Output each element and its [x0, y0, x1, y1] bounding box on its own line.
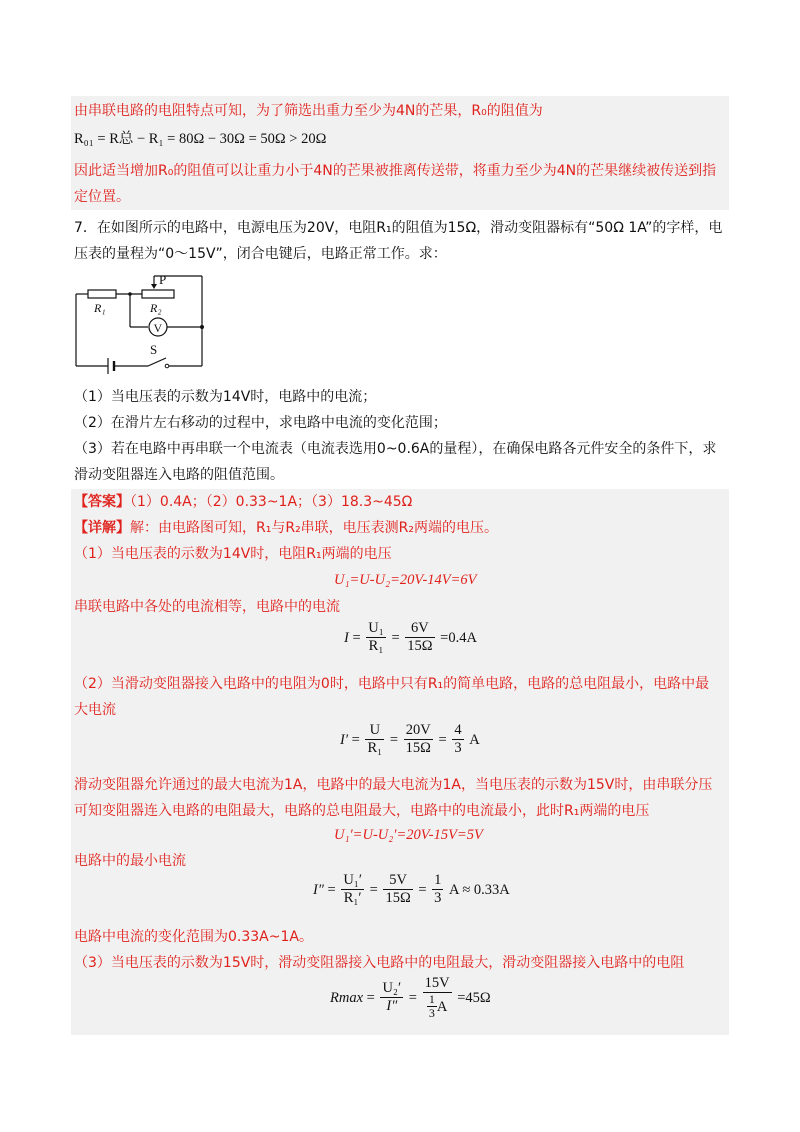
- eq5-result: A ≈ 0.33A: [449, 881, 510, 898]
- equation-min-current: I″ = $\frac{\text{U₁′}}{\text{R₁′}}$ = $\frac{5V}{15\Omega}$ = $\frac{1}{3}$ A ≈ 0.33A: [313, 872, 510, 906]
- eq3-lhs: I′: [340, 731, 349, 748]
- eq2-den: R₁: [368, 638, 384, 654]
- eq5-num2: 5V: [383, 872, 412, 890]
- eq6-den: I″: [386, 998, 398, 1014]
- detail-intro: 解：由电路图可知，R₁与R₂串联，电压表测R₂两端的电压。: [130, 520, 499, 536]
- detail-part6: 电路中电流的变化范围为0.33A~1A。: [74, 929, 313, 945]
- label-s: S: [150, 342, 158, 357]
- prev-line-4: 定位置。: [74, 189, 130, 205]
- detail-part3b: 大电流: [74, 702, 116, 718]
- eq5-lhs: I″: [313, 881, 324, 898]
- eq5-num3: 1: [434, 872, 442, 888]
- detail-part7: （3）当电压表的示数为15V时，滑动变阻器接入电路中的电阻最大，滑动变阻器接入电路中的电阻: [74, 955, 685, 971]
- question-line-1: 7．在如图所示的电路中，电源电压为20V，电阻R₁的阻值为15Ω，滑动变阻器标有“50Ω 1A”的字样，电: [74, 220, 723, 236]
- eq6-num: U₂′: [382, 980, 402, 996]
- resistor-r1: [88, 290, 116, 298]
- detail-part2: 串联电路中各处的电流相等，电路中的电流: [74, 599, 340, 615]
- resistor-r2: [142, 290, 174, 298]
- prev-equation: R₀₁ = R总 − R₁ = 80Ω − 30Ω = 50Ω > 20Ω: [74, 131, 327, 147]
- detail-intro-line: [74, 518, 498, 538]
- detail-part5: 电路中的最小电流: [74, 853, 186, 869]
- eq5-den3: 3: [434, 890, 442, 906]
- detail-part3a: （2）当滑动变阻器接入电路中的电阻为0时，电路中只有R₁的简单电路，电路的总电阻最小，电路中最: [74, 676, 710, 692]
- label-p: P: [159, 274, 167, 287]
- question-line-2: 压表的量程为“0～15V”，闭合电键后，电路正常工作。求：: [74, 246, 447, 262]
- detail-part1: （1）当电压表的示数为14V时，电阻R₁两端的电压: [74, 546, 392, 562]
- circuit-diagram: [70, 274, 210, 374]
- prev-line-1: 由串联电路的电阻特点可知，为了筛选出重力至少为4N的芒果，R₀的阻值为: [74, 103, 543, 119]
- subquestion-1: （1）当电压表的示数为14V时，电路中的电流；: [74, 389, 377, 405]
- eq2-den2: 15Ω: [407, 638, 433, 654]
- equation-u1-prime: U₁′=U-U₂′=20V-15V=5V: [334, 827, 483, 843]
- eq6-den2-num: 1: [428, 992, 435, 1006]
- eq2-result: 0.4A: [448, 629, 477, 646]
- eq3-unit: A: [469, 731, 480, 748]
- equation-current: I = $\frac{\text{U₁}}{\text{R₁}}$ = $\frac{6V}{15\Omega}$ =0.4A: [344, 620, 477, 654]
- label-r1: R₁: [94, 301, 106, 315]
- eq3-den2: 15Ω: [405, 740, 431, 756]
- detail-tag: 【详解】: [74, 520, 130, 536]
- eq6-den2-unit: A: [436, 998, 448, 1015]
- eq3-den3: 3: [454, 740, 462, 756]
- label-v: V: [153, 321, 163, 335]
- subquestion-2: （2）在滑片左右移动的过程中，求电路中电流的变化范围；: [74, 415, 447, 431]
- eq3-num: U: [365, 722, 384, 740]
- detail-part4b: 可知变阻器连入电路的电阻最大，电路的总电阻最大，电路中的电流最小，此时R₁两端的电压: [74, 803, 650, 819]
- subquestion-3b: 滑动变阻器连入电路的阻值范围。: [74, 467, 284, 483]
- answer-text: （1）0.4A；（2）0.33~1A；（3）18.3~45Ω: [130, 494, 413, 510]
- eq2-num2: 6V: [405, 620, 434, 638]
- eq6-result: 45Ω: [465, 989, 491, 1006]
- eq5-num: U₁′: [343, 872, 363, 888]
- equation-u1: U₁=U-U₂=20V-14V=6V: [334, 572, 477, 588]
- prev-line-3: 因此适当增加R₀的阻值可以让重力小于4N的芒果被推离传送带，将重力至少为4N的芒果继续被传送到指: [74, 163, 717, 179]
- equation-rmax: Rmax = $\frac{\text{U₂′}}{I''}$ = 15V $\frac{1}{3}$ A =45Ω: [330, 975, 491, 1020]
- eq6-num2: 15V: [424, 975, 450, 991]
- answer-tag: 【答案】: [74, 494, 130, 510]
- eq6-den2-den: 3: [428, 1006, 435, 1020]
- eq5-den: R₁′: [343, 890, 362, 906]
- eq2-num: U₁: [368, 620, 384, 636]
- eq2-lhs: I: [344, 629, 349, 646]
- eq5-den2: 15Ω: [385, 890, 411, 906]
- label-r2: R₂: [150, 301, 162, 315]
- eq3-num3: 4: [454, 722, 462, 738]
- detail-part4a: 滑动变阻器允许通过的最大电流为1A，电路中的最大电流为1A，当电压表的示数为15V时，由串联分压: [74, 777, 713, 793]
- eq6-lhs: Rmax: [330, 989, 364, 1006]
- answer-line: [74, 492, 412, 512]
- equation-max-current: I′ = $\frac{U}{\text{R₁}}$ = $\frac{20V}{15\Omega}$ = $\frac{4}{3}$ A: [340, 722, 480, 756]
- eq3-den: R₁: [367, 740, 383, 756]
- subquestion-3a: （3）若在电路中再串联一个电流表（电流表选用0~0.6A的量程），在确保电路各元件安全的条件下，求: [74, 441, 717, 457]
- eq3-num2: 20V: [404, 722, 433, 740]
